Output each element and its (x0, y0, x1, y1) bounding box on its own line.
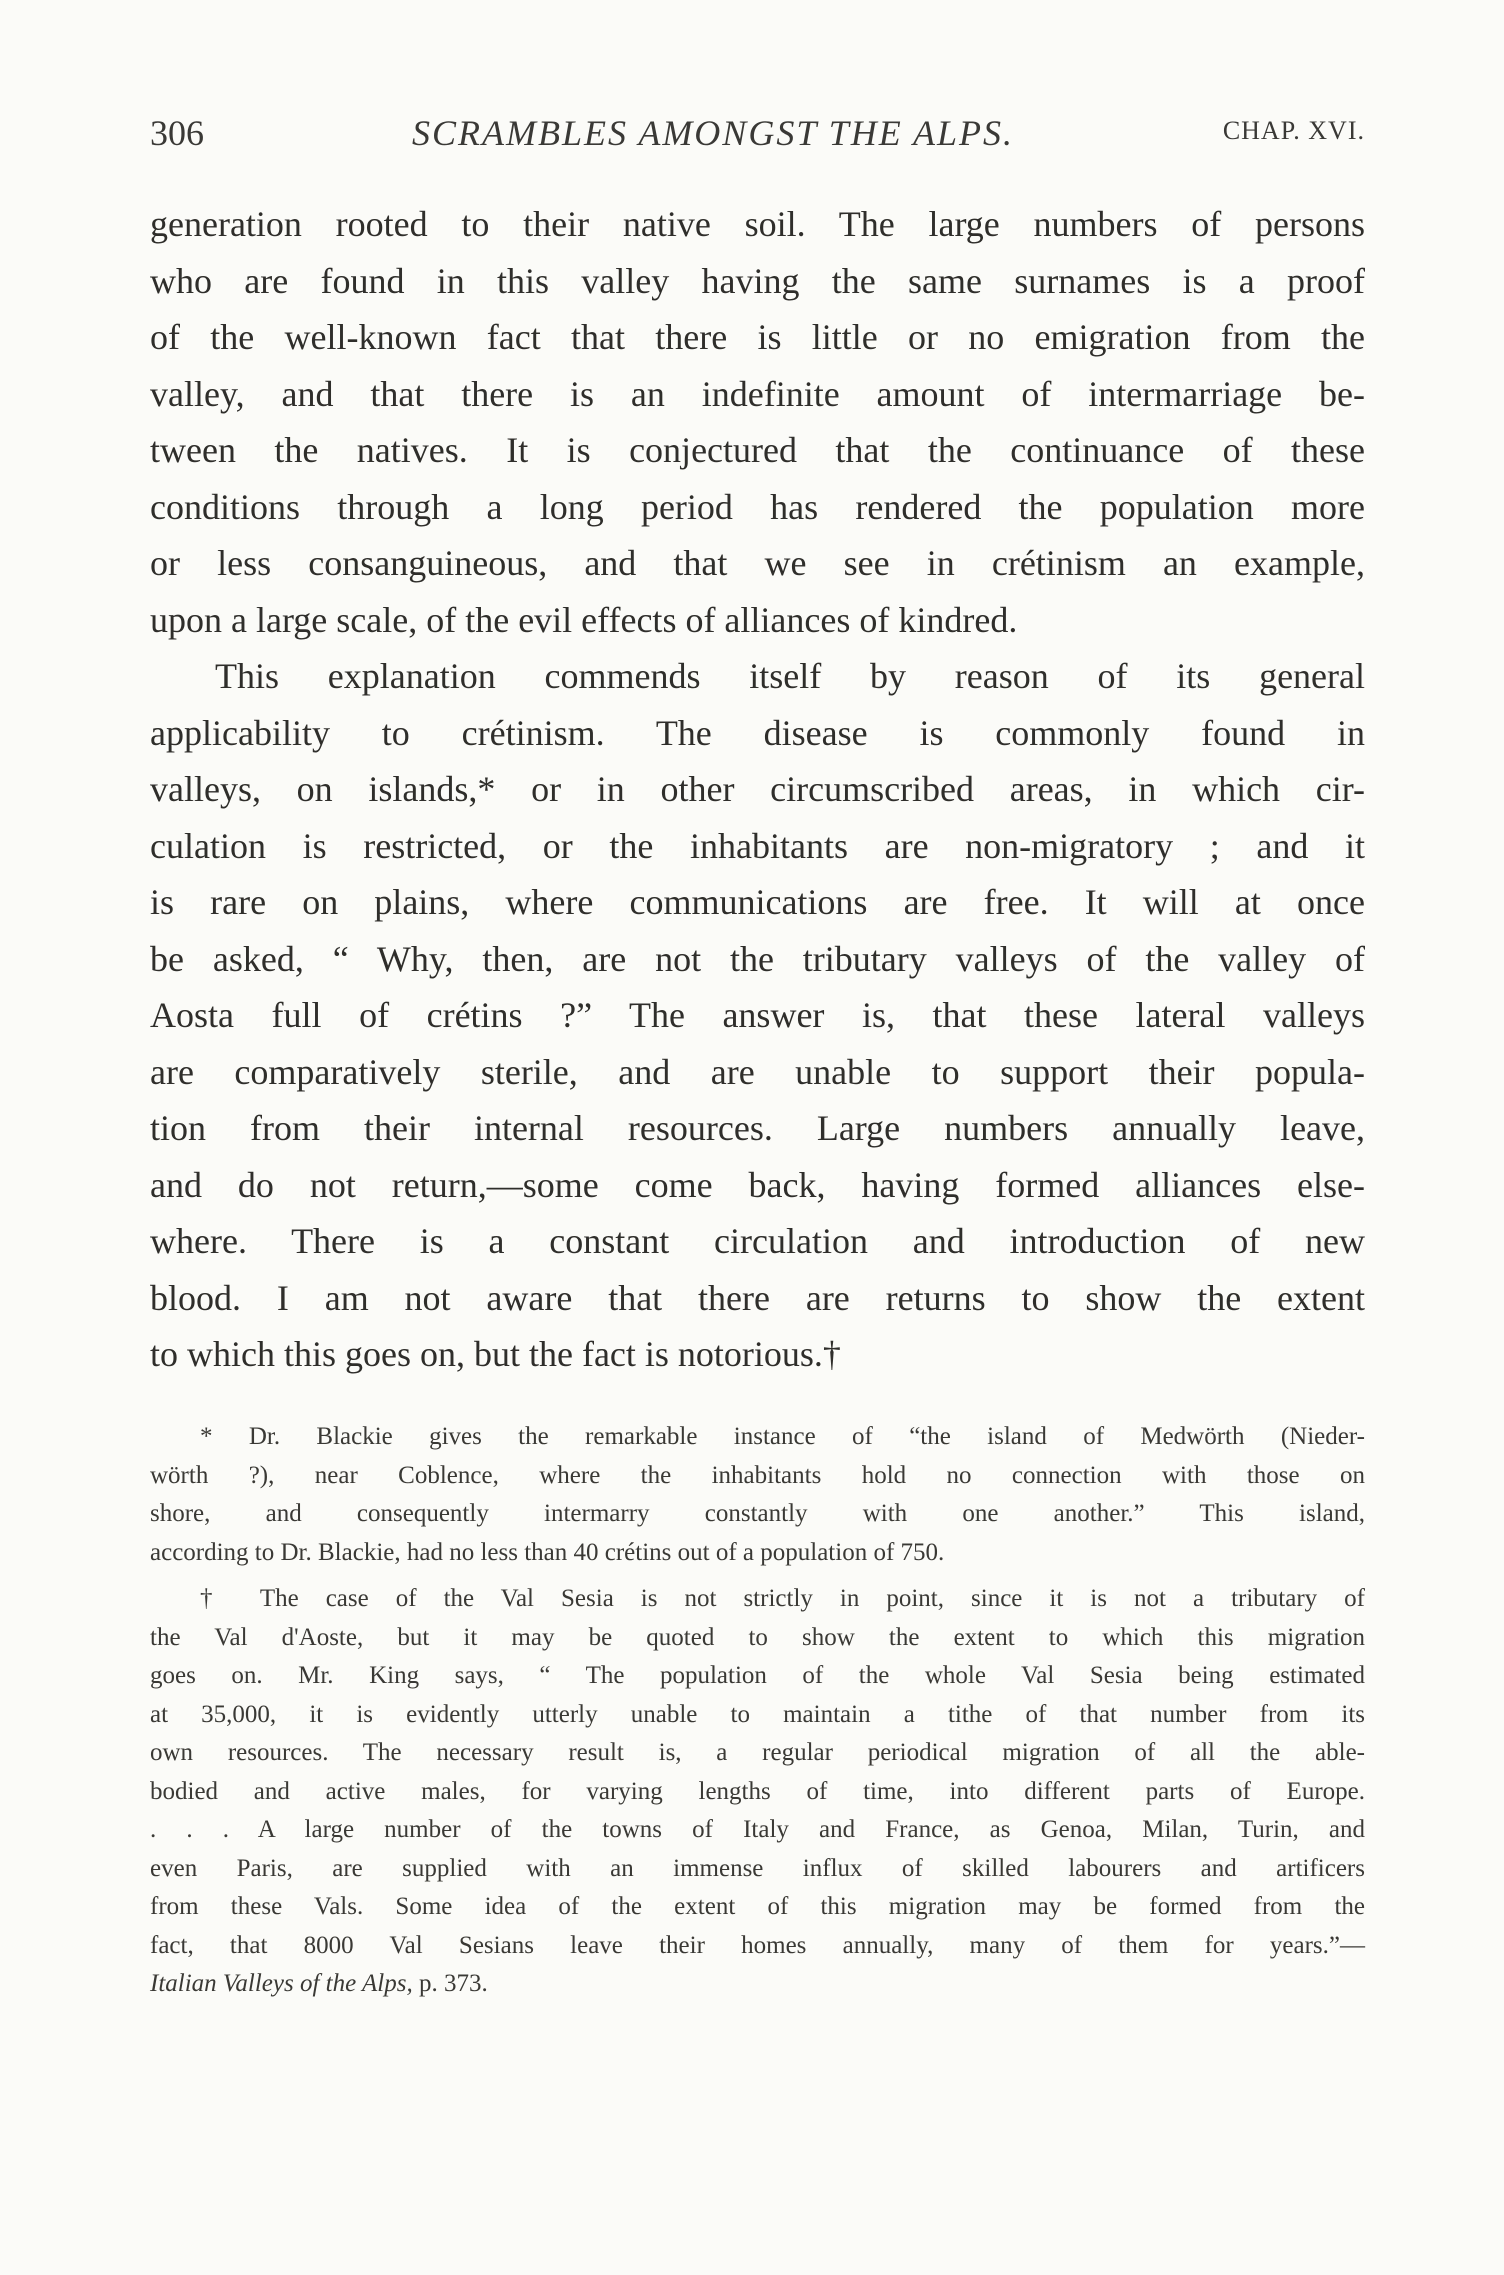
text-line: blood. I am not aware that there are returns to show the extent (150, 1277, 1365, 1318)
text-line: generation rooted to their native soil. The large numbers of persons (150, 204, 1365, 244)
text-line: and do not return,—some come back, having formed alliances else- (150, 1164, 1365, 1205)
text-line: conditions through a long period has rendered the population more (150, 486, 1365, 527)
text-line: to which this goes on, but the fact is notorious.† (150, 1334, 841, 1374)
chapter-label: CHAP. XVI. (1222, 116, 1365, 145)
footnote-citation (150, 1965, 1365, 2004)
footnote-line: . . . A large number of the towns of Italy and France, as Genoa, Milan, Turin, and (150, 1816, 1365, 1843)
citation-title: Italian Valleys of the Alps, (150, 1970, 413, 1997)
text-line: who are found in this valley having the same surnames is a proof (150, 260, 1365, 301)
footnote-line: bodied and active males, for varying lengths of time, into different parts of Europe. (150, 1777, 1365, 1805)
footnote-line: the Val d'Aoste, but it may be quoted to show the extent to which this migration (150, 1623, 1365, 1651)
footnote-line: shore, and consequently intermarry constantly with one another.” This island, (150, 1500, 1365, 1527)
running-header (150, 112, 1365, 162)
text-line: culation is restricted, or the inhabitants are non-migratory ; and it (150, 825, 1365, 866)
page-number: 306 (150, 113, 204, 153)
footnote-line: wörth ?), near Coblence, where the inhabitants hold no connection with those on (150, 1461, 1365, 1489)
text-line: This explanation commends itself by reason of its general (215, 656, 1365, 696)
footnote-line: according to Dr. Blackie, had no less than 40 crétins out of a population of 750. (150, 1538, 945, 1566)
main-text (150, 196, 1365, 1383)
text-line: valleys, on islands,* or in other circumscribed areas, in which cir- (150, 769, 1365, 809)
text-line: tween the natives. It is conjectured that the continuance of these (150, 430, 1365, 470)
text-line: or less consanguineous, and that we see in crétinism an example, (150, 543, 1365, 583)
text-line: of the well-known fact that there is little or no emigration from the (150, 317, 1365, 357)
citation-page: p. 373. (412, 1970, 488, 1997)
text-line: is rare on plains, where communications are free. It will at once (150, 882, 1365, 922)
footnote-line: even Paris, are supplied with an immense influx of skilled labourers and artificers (150, 1854, 1365, 1882)
footnote-line: from these Vals. Some idea of the extent of this migration may be formed from the (150, 1893, 1365, 1920)
text-line: tion from their internal resources. Large numbers annually leave, (150, 1108, 1365, 1148)
footnote-line: goes on. Mr. King says, “ The population of the whole Val Sesia being estimated (150, 1662, 1365, 1689)
footnote-line: own resources. The necessary result is, a regular periodical migration of all the able- (150, 1739, 1365, 1766)
footnote-line: † The case of the Val Sesia is not strictly in point, since it is not a tributary of (200, 1585, 1365, 1612)
text-line: applicability to crétinism. The disease is commonly found in (150, 712, 1365, 753)
footnote-line: at 35,000, it is evidently utterly unable to maintain a tithe of that number from its (150, 1700, 1365, 1728)
text-line: be asked, “ Why, then, are not the tributary valleys of the valley of (150, 938, 1365, 979)
text-line: where. There is a constant circulation and introduction of new (150, 1221, 1365, 1261)
text-line: are comparatively sterile, and are unable to support their popula- (150, 1051, 1365, 1092)
footnote-line: fact, that 8000 Val Sesians leave their homes annually, many of them for years.”— (150, 1931, 1365, 1959)
footnote-line: * Dr. Blackie gives the remarkable instance of “the island of Medwörth (Nieder- (200, 1423, 1365, 1450)
running-title: SCRAMBLES AMONGST THE ALPS. (412, 113, 1015, 153)
text-line: upon a large scale, of the evil effects of alliances of kindred. (150, 599, 1018, 640)
text-line: Aosta full of crétins ?” The answer is, that these lateral valleys (150, 995, 1365, 1035)
footnotes (150, 1418, 1365, 2004)
text-line: valley, and that there is an indefinite amount of intermarriage be- (150, 373, 1365, 414)
